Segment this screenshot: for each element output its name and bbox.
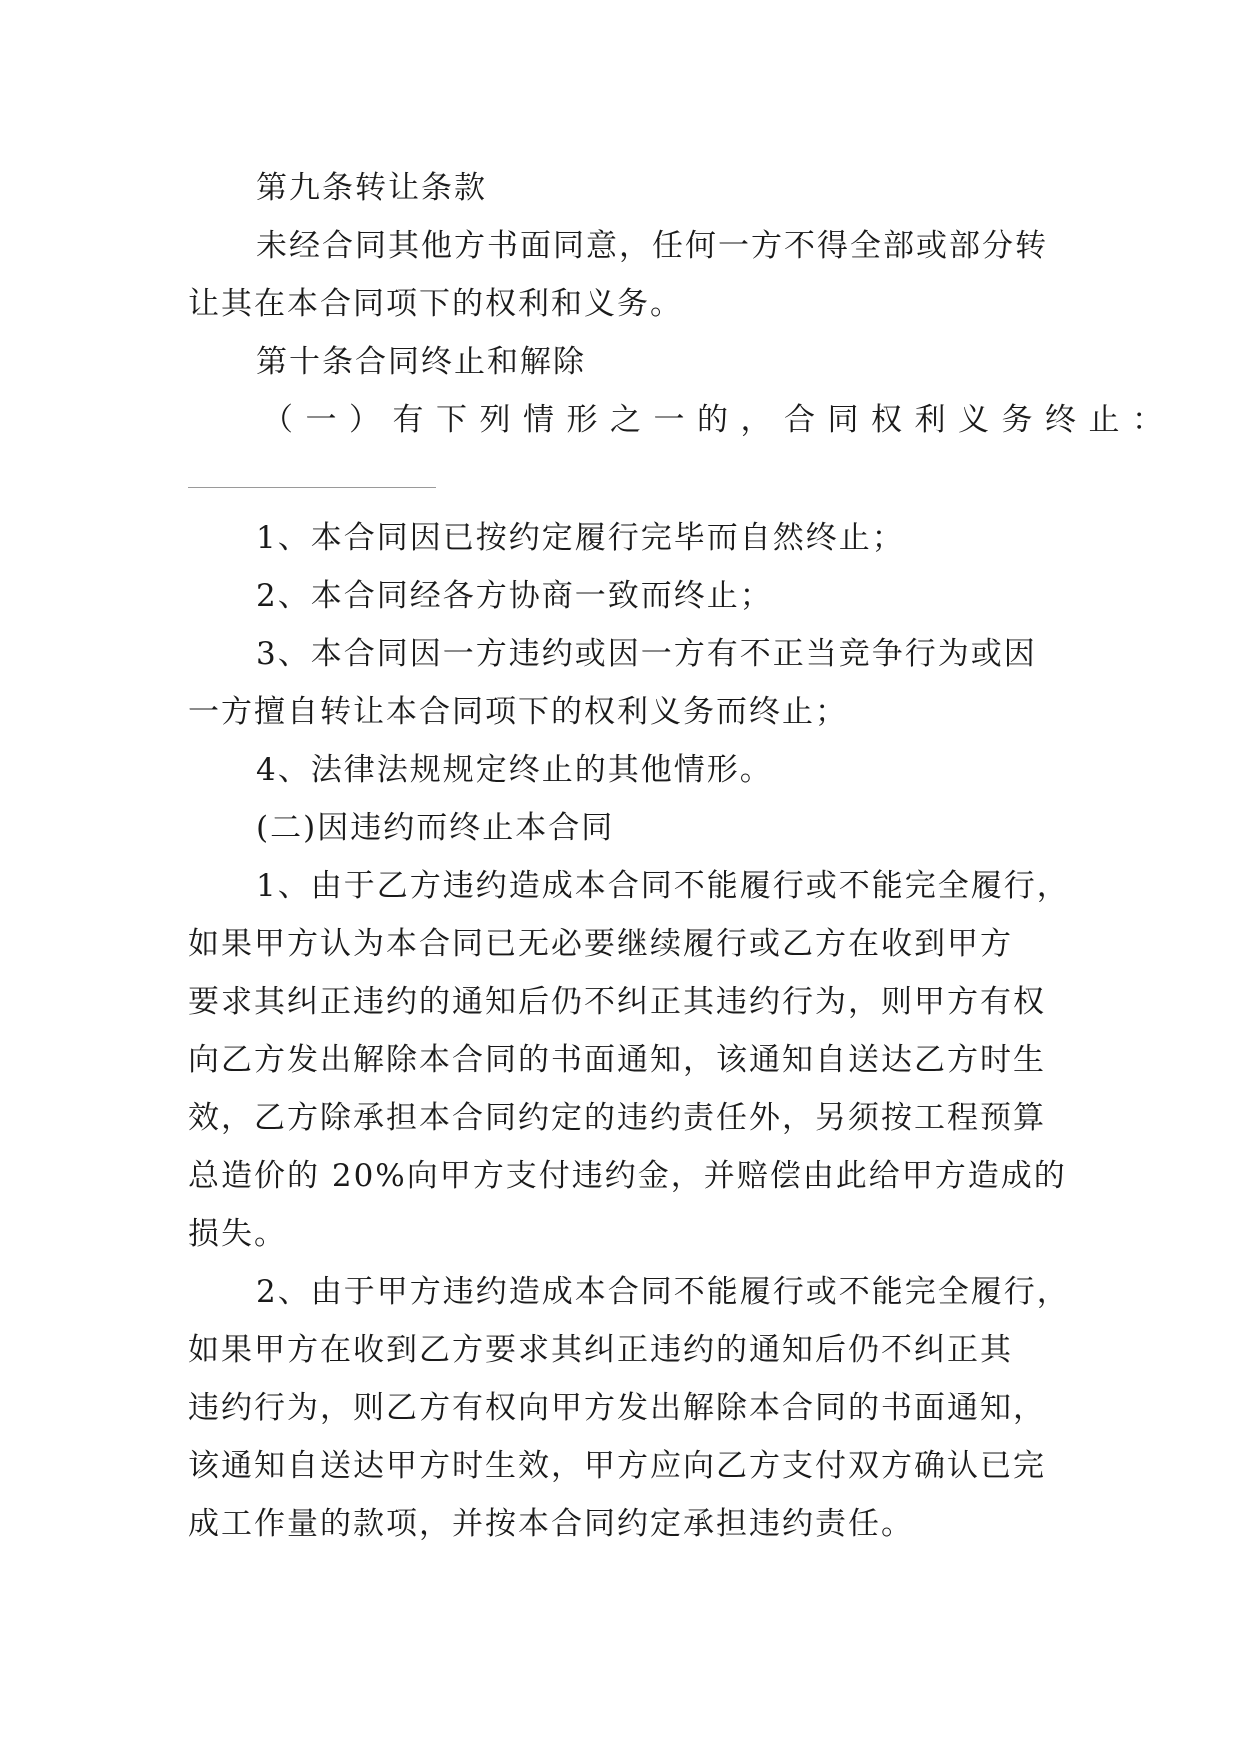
paragraph-line: 违约行为，则乙方有权向甲方发出解除本合同的书面通知，: [188, 1390, 1046, 1426]
paragraph-line: 让其在本合同项下的权利和义务。: [188, 286, 683, 322]
paragraph-line: 总造价的 20%向甲方支付违约金，并赔偿由此给甲方造成的: [188, 1158, 1067, 1194]
paragraph-line: 成工作量的款项，并按本合同约定承担违约责任。: [188, 1506, 914, 1542]
article-9-heading: 第九条转让条款: [256, 170, 487, 206]
paragraph-line: 一方擅自转让本合同项下的权利义务而终止；: [188, 694, 848, 730]
list-item: 1、本合同因已按约定履行完毕而自然终止；: [256, 520, 905, 556]
list-item: 4、法律法规规定终止的其他情形。: [256, 752, 773, 788]
paragraph-line: 如果甲方认为本合同已无必要继续履行或乙方在收到甲方: [188, 926, 1013, 962]
paragraph-line: 向乙方发出解除本合同的书面通知，该通知自送达乙方时生: [188, 1042, 1046, 1078]
list-item: 2、由于甲方违约造成本合同不能履行或不能完全履行，: [256, 1274, 1070, 1310]
horizontal-rule: [188, 487, 436, 488]
article-10-heading: 第十条合同终止和解除: [256, 344, 586, 380]
list-item: 3、本合同因一方违约或因一方有不正当竞争行为或因: [256, 636, 1037, 672]
paragraph-line: 该通知自送达甲方时生效，甲方应向乙方支付双方确认已完: [188, 1448, 1046, 1484]
paragraph-line: 损失。: [188, 1216, 287, 1252]
paragraph-line: 如果甲方在收到乙方要求其纠正违约的通知后仍不纠正其: [188, 1332, 1013, 1368]
list-item: 2、本合同经各方协商一致而终止；: [256, 578, 773, 614]
section-2-heading: (二)因违约而终止本合同: [256, 810, 615, 846]
paragraph-line: 未经合同其他方书面同意，任何一方不得全部或部分转: [256, 228, 1048, 264]
list-item: 1、由于乙方违约造成本合同不能履行或不能完全履行，: [256, 868, 1070, 904]
section-1-heading: （一）有下列情形之一的，合同权利义务终止：: [262, 402, 1176, 438]
paragraph-line: 效，乙方除承担本合同约定的违约责任外，另须按工程预算: [188, 1100, 1046, 1136]
paragraph-line: 要求其纠正违约的通知后仍不纠正其违约行为，则甲方有权: [188, 984, 1046, 1020]
